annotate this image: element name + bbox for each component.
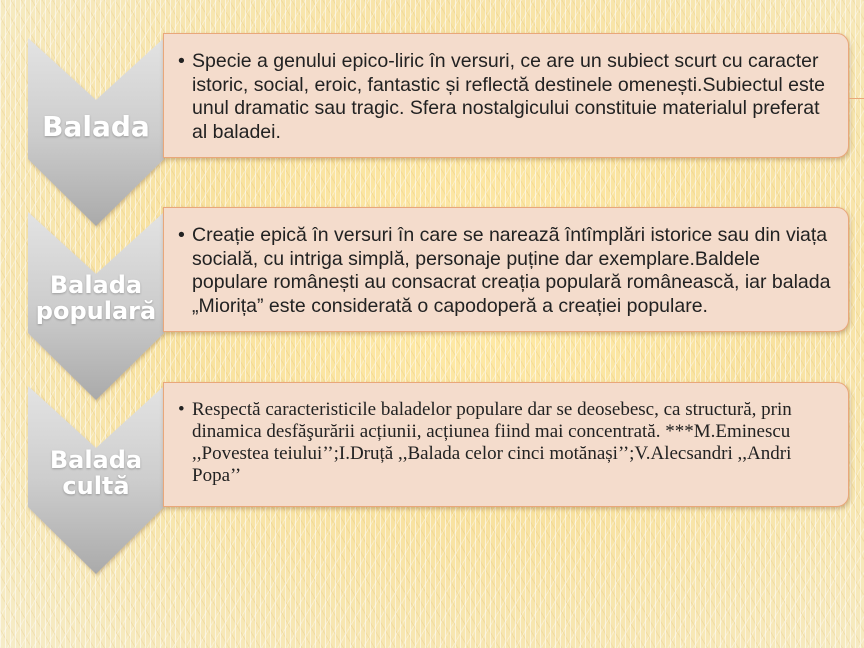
bullet-icon: • <box>178 224 185 246</box>
definition-text: Creație epică în versuri în care se nareazã întîmplări istorice sau din viața socială, cu intriga simplă, personaje puține dar exemplare.Baldele populare românești au consacrat creația populară românească, iar balada „Miorița” este considerată o capodoperă a creației populare. <box>192 224 831 317</box>
definition-item <box>178 50 838 144</box>
definition-card-balada-culta <box>163 382 849 507</box>
row-label-balada-populara: Balada populară <box>35 271 157 326</box>
definition-card-balada <box>163 33 849 158</box>
definition-card-balada-populara <box>163 207 849 332</box>
definition-item <box>178 224 838 318</box>
definition-item <box>178 399 838 487</box>
row-label-balada-culta: Balada cultă <box>49 446 143 501</box>
bullet-icon: • <box>178 399 185 420</box>
bullet-icon: • <box>178 50 185 72</box>
decorative-accent-line <box>849 98 864 99</box>
definition-text: Respectă caracteristicile baladelor populare dar se deosebesc, ca structură, prin dinamica desfăşurării acțiunii, acțiunea fiind mai concentrată. ***M.Eminescu ,,Povestea teiului’’;I.Druță ,,Balada celor cinci motănași’’;V.Alecsandri ,,Andri Popa’’ <box>192 399 792 486</box>
row-label-balada: Balada <box>42 110 150 143</box>
definition-text: Specie a genului epico-liric în versuri, ce are un subiect scurt cu caracter istoric, social, eroic, fantastic și reflectă destinele omenești.Subiectul este unul dramatic sau tragic. Sfera nostalgicului constituie materialul preferat al baladei. <box>192 50 825 143</box>
